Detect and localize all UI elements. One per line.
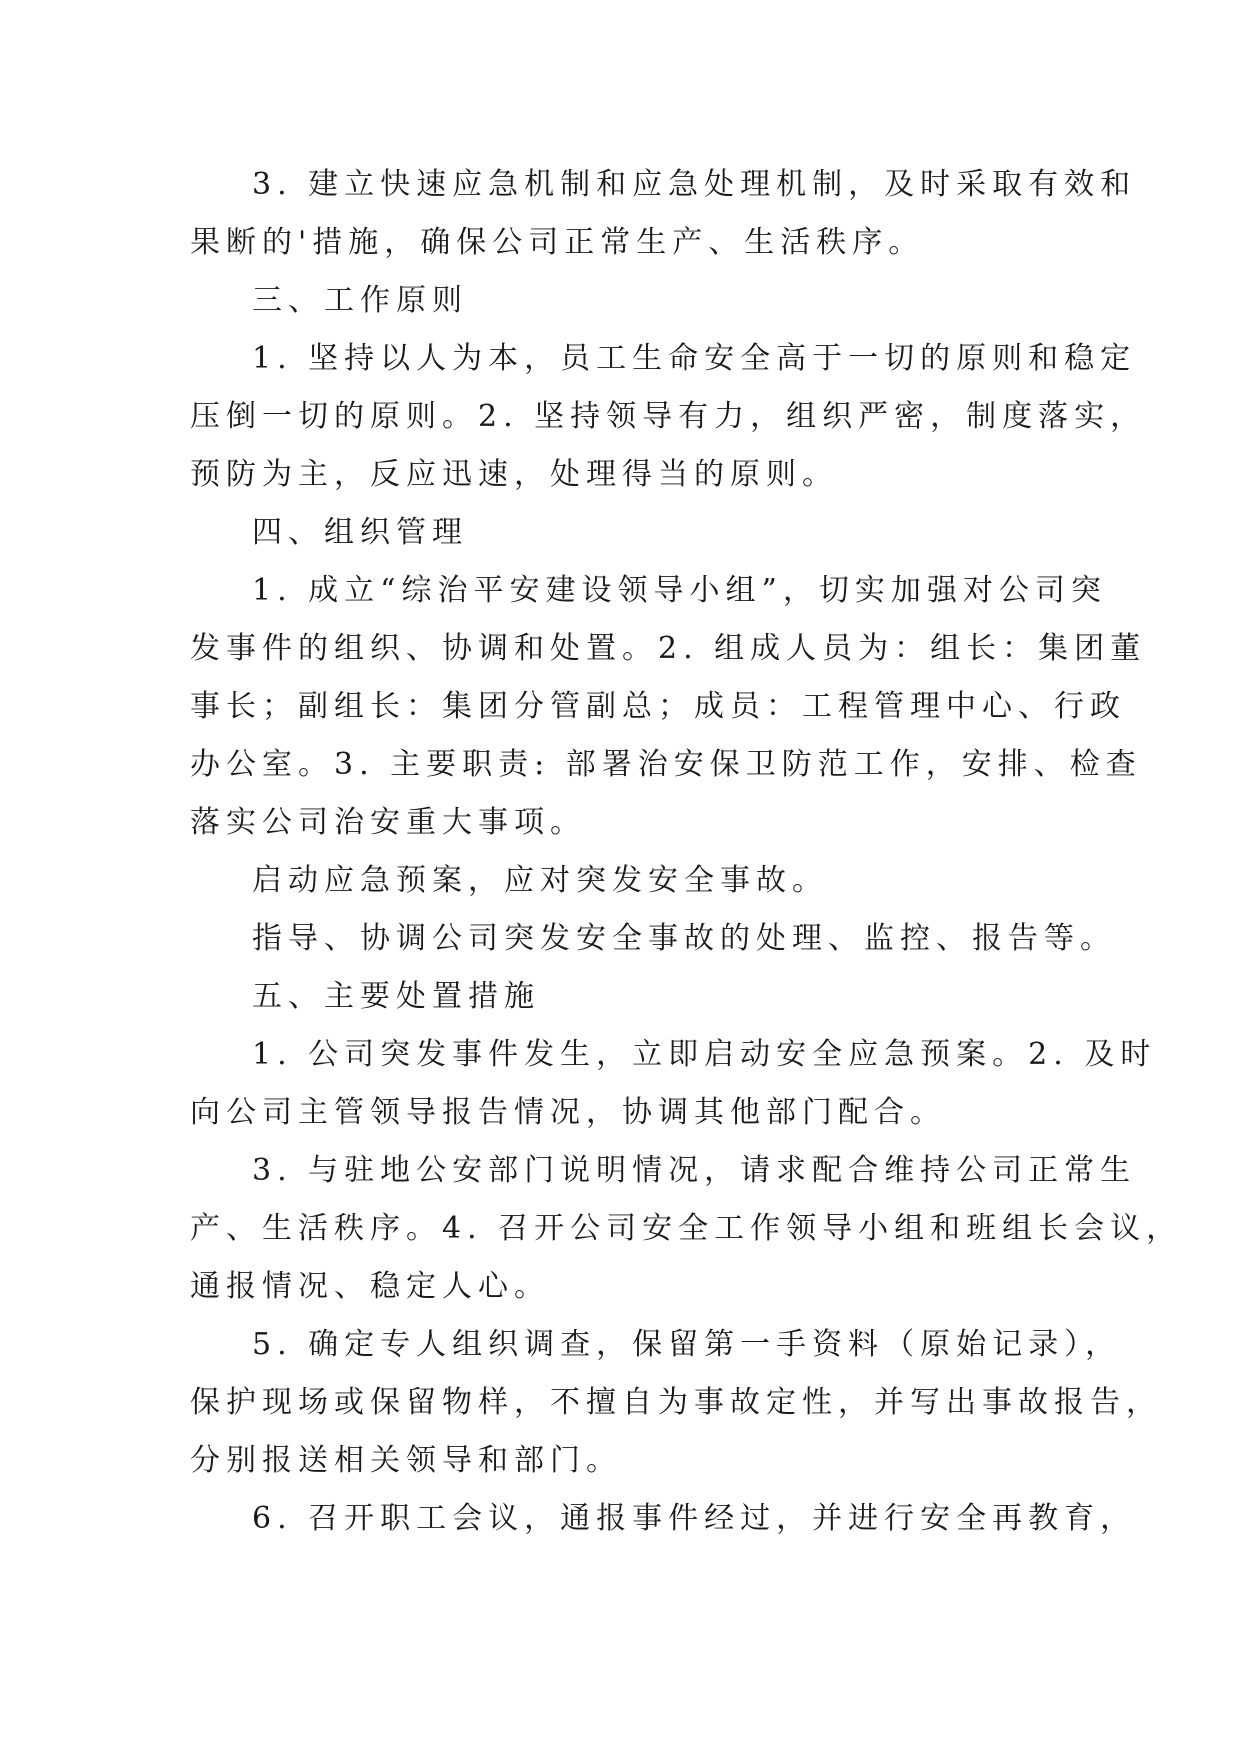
text-line: 指导、协调公司突发安全事故的处理、监控、报告等。 — [252, 921, 1116, 956]
document-body — [190, 156, 1183, 1548]
text-line: 果断的'措施，确保公司正常生产、生活秩序。 — [190, 225, 925, 260]
section-heading: 三、工作原则 — [252, 283, 468, 318]
text-line: 5. 确定专人组织调查，保留第一手资料（原始记录）， — [252, 1327, 1122, 1362]
section-heading: 四、组织管理 — [252, 515, 468, 550]
text-line: 3. 与驻地公安部门说明情况，请求配合维持公司正常生 — [252, 1153, 1137, 1188]
section-heading: 五、主要处置措施 — [252, 979, 540, 1014]
text-line: 压倒一切的原则。2. 坚持领导有力，组织严密，制度落实， — [190, 399, 1147, 434]
text-line: 启动应急预案，应对突发安全事故。 — [252, 863, 828, 898]
text-line: 3. 建立快速应急机制和应急处理机制，及时采取有效和 — [252, 167, 1137, 202]
text-line: 办公室。3. 主要职责: 部署治安保卫防范工作，安排、检查 — [190, 747, 1142, 782]
text-line: 保护现场或保留物样，不擅自为事故定性，并写出事故报告， — [190, 1385, 1162, 1420]
text-line: 发事件的组织、协调和处置。2. 组成人员为：组长：集团董 — [190, 631, 1147, 666]
text-line: 1. 成立“综治平安建设领导小组”，切实加强对公司突 — [252, 573, 1107, 608]
text-line: 产、生活秩序。4. 召开公司安全工作领导小组和班组长会议， — [190, 1211, 1183, 1246]
text-line: 事长；副组长：集团分管副总；成员：工程管理中心、行政 — [190, 689, 1126, 724]
text-line: 通报情况、稳定人心。 — [190, 1269, 550, 1304]
text-line: 落实公司治安重大事项。 — [190, 805, 586, 840]
text-line: 分别报送相关领导和部门。 — [190, 1443, 622, 1478]
text-line: 1. 坚持以人为本，员工生命安全高于一切的原则和稳定 — [252, 341, 1137, 376]
text-line: 6. 召开职工会议，通报事件经过，并进行安全再教育， — [252, 1501, 1137, 1536]
text-line: 1. 公司突发事件发生，立即启动安全应急预案。2. 及时 — [252, 1037, 1157, 1072]
text-line: 预防为主，反应迅速，处理得当的原则。 — [190, 457, 838, 492]
text-line: 向公司主管领导报告情况，协调其他部门配合。 — [190, 1095, 946, 1130]
